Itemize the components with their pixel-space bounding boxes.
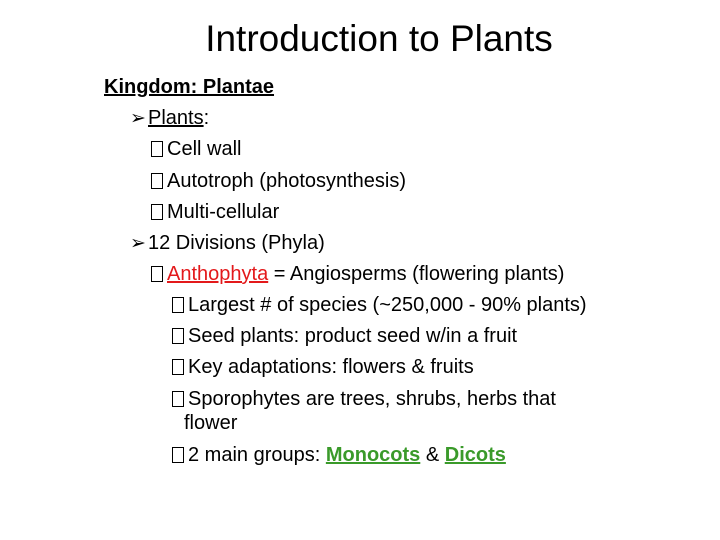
anthophyta-item: flower bbox=[184, 412, 238, 434]
anthophyta-name: Anthophyta bbox=[167, 263, 269, 285]
list-item-plants bbox=[130, 105, 209, 132]
list-item-groups bbox=[172, 442, 506, 468]
missing-glyph-icon bbox=[151, 204, 163, 220]
list-item bbox=[151, 136, 241, 162]
list-item-divisions bbox=[130, 230, 325, 257]
anthophyta-item: Sporophytes are trees, shrubs, herbs that bbox=[188, 388, 556, 410]
arrow-bullet-icon: ➢ bbox=[130, 108, 146, 129]
anthophyta-item: Largest # of species (~250,000 - 90% plants) bbox=[188, 294, 587, 316]
list-item-anthophyta bbox=[151, 261, 564, 287]
missing-glyph-icon bbox=[172, 359, 184, 375]
missing-glyph-icon bbox=[151, 141, 163, 157]
list-item bbox=[172, 354, 474, 380]
list-item bbox=[172, 386, 556, 412]
groups-prefix: 2 main groups: bbox=[188, 444, 326, 466]
group-monocots: Monocots bbox=[325, 444, 421, 466]
plants-item: Autotroph (photosynthesis) bbox=[167, 170, 407, 192]
plants-item: Multi-cellular bbox=[167, 201, 280, 223]
missing-glyph-icon bbox=[172, 297, 184, 313]
list-item bbox=[172, 292, 587, 318]
missing-glyph-icon bbox=[172, 328, 184, 344]
anthophyta-item: Seed plants: product seed w/in a fruit bbox=[188, 325, 518, 347]
missing-glyph-icon bbox=[172, 391, 184, 407]
list-item bbox=[151, 199, 279, 225]
list-item bbox=[172, 323, 517, 349]
groups-ampersand: & bbox=[420, 444, 445, 466]
kingdom-heading bbox=[104, 74, 274, 100]
anthophyta-item: Key adaptations: flowers & fruits bbox=[188, 356, 474, 378]
missing-glyph-icon bbox=[151, 266, 163, 282]
anthophyta-description: = Angiosperms (flowering plants) bbox=[268, 263, 565, 285]
plants-item: Cell wall bbox=[167, 138, 242, 160]
plants-label: Plants bbox=[148, 107, 204, 129]
group-dicots: Dicots bbox=[444, 444, 506, 466]
kingdom-label: Kingdom: Plantae bbox=[104, 76, 275, 98]
missing-glyph-icon bbox=[151, 173, 163, 189]
arrow-bullet-icon: ➢ bbox=[130, 233, 146, 254]
plants-colon: : bbox=[203, 107, 210, 129]
slide-title: Introduction to Plants bbox=[205, 18, 553, 59]
divisions-label: 12 Divisions (Phyla) bbox=[148, 232, 325, 254]
list-item-continuation bbox=[184, 410, 237, 436]
missing-glyph-icon bbox=[172, 447, 184, 463]
list-item bbox=[151, 168, 406, 194]
